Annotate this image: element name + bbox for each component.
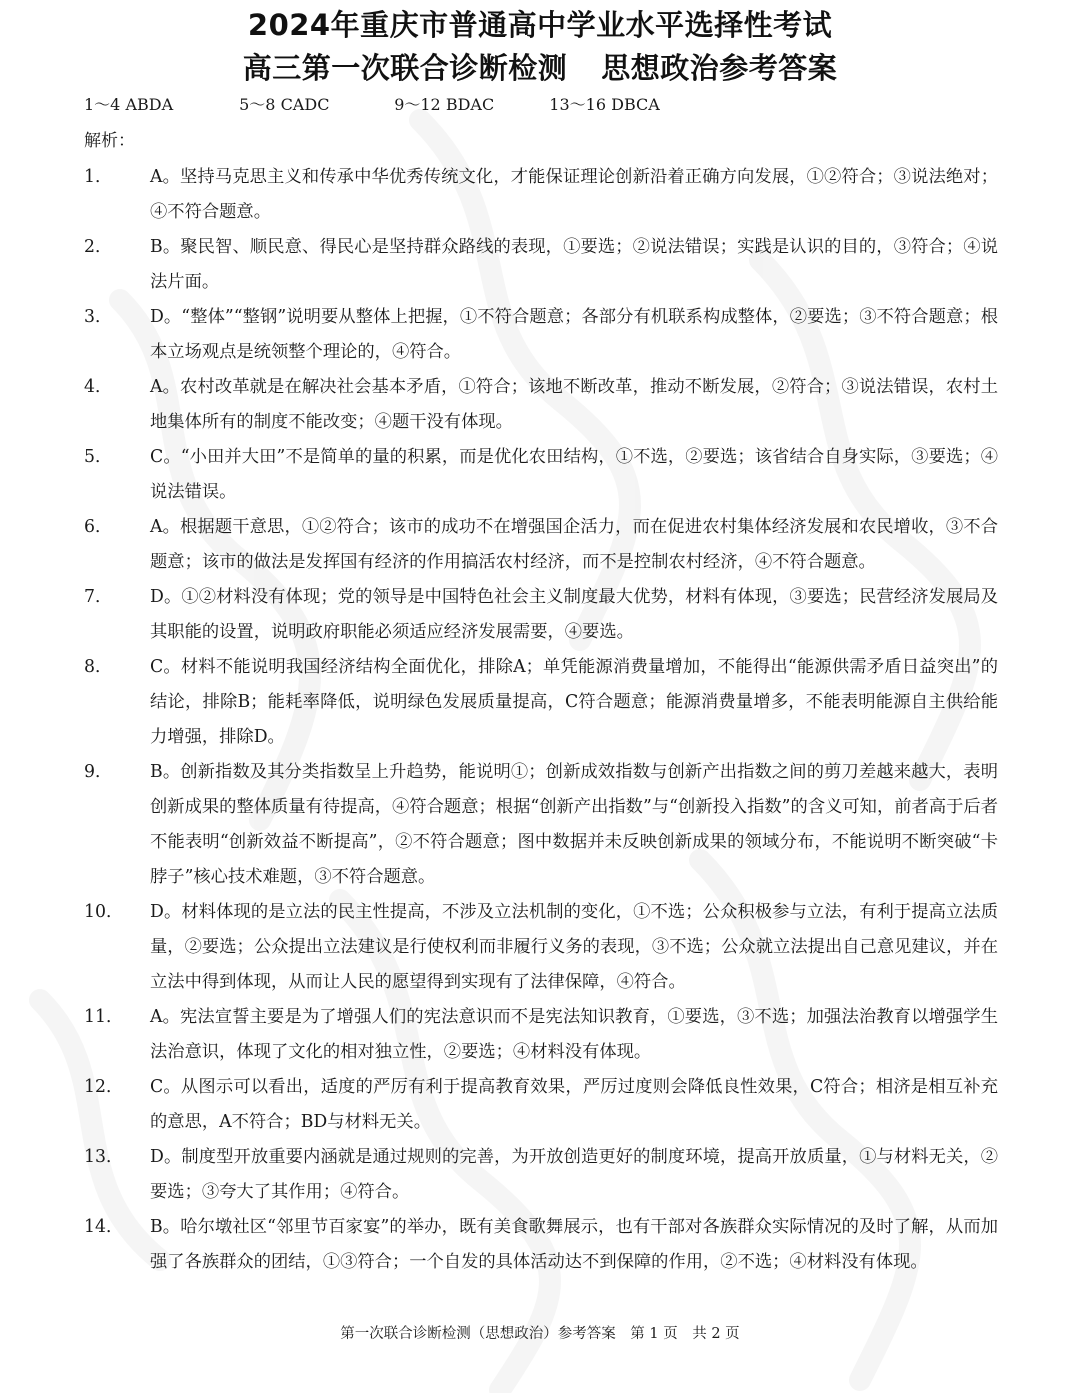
item-text: 宪法宣誓主要是为了增强人们的宪法意识而不是宪法知识教育，①要选，③不选；加强法治教育以增强学生法治意识，体现了文化的相对独立性，②要选；④材料没有体现。	[150, 1007, 998, 1062]
item-number: 14．	[84, 1217, 124, 1237]
item-text: ①②材料没有体现；党的领导是中国特色社会主义制度最大优势，材料有体现，③要选；民营经济发展局及其职能的设置，说明政府职能必须适应经济发展需要，④要选。	[150, 587, 998, 642]
item-number: 8．	[84, 657, 113, 677]
item-number: 2．	[84, 237, 113, 257]
explanation-item	[84, 1070, 998, 1140]
explanation-list	[84, 160, 998, 1280]
item-answer: D。	[150, 1147, 182, 1167]
subtitle-exam-name: 高三第一次联合诊断检测	[242, 51, 568, 85]
item-number: 1．	[84, 167, 113, 187]
item-answer: B。	[150, 762, 181, 782]
item-number: 5．	[84, 447, 113, 467]
explanation-item	[84, 300, 998, 370]
item-answer: B。	[150, 1217, 181, 1237]
item-answer: C。	[150, 1077, 181, 1097]
item-text: 坚持马克思主义和传承中华优秀传统文化，才能保证理论创新沿着正确方向发展，①②符合；③说法绝对；④不符合题意。	[150, 167, 998, 222]
item-number: 11．	[84, 1007, 124, 1027]
explanation-item	[84, 510, 998, 580]
item-text: “小田并大田”不是简单的量的积累，而是优化农田结构，①不选，②要选；该省结合自身实际，③要选；④说法错误。	[150, 447, 998, 502]
item-text: 哈尔墩社区“邻里节百家宴”的举办，既有美食歌舞展示，也有干部对各族群众实际情况的及时了解，从而加强了各族群众的团结，①③符合；一个自发的具体活动达不到保障的作用，②不选；④材料没有体现。	[150, 1217, 998, 1272]
item-text: 创新指数及其分类指数呈上升趋势，能说明①；创新成效指数与创新产出指数之间的剪刀差越来越大，表明创新成果的整体质量有待提高，④符合题意；根据“创新产出指数”与“创新投入指数”的含义可知，前者高于后者不能表明“创新效益不断提高”，②不符合题意；图中数据并未反映创新成果的领域分布，不能说明不断突破“卡脖子”核心技术难题，③不符合题意。	[150, 762, 998, 887]
item-text: 根据题干意思，①②符合；该市的成功不在增强国企活力，而在促进农村集体经济发展和农民增收，③不合题意；该市的做法是发挥国有经济的作用搞活农村经济，而不是控制农村经济，④不符合题意。	[150, 517, 998, 572]
item-answer: D。	[150, 902, 182, 922]
item-answer: A。	[150, 167, 181, 187]
item-answer: D。	[150, 307, 182, 327]
answer-key-group: 13～16 DBCA	[549, 95, 660, 114]
item-answer: B。	[150, 237, 181, 257]
answer-key-group: 9～12 BDAC	[394, 95, 495, 114]
document-subtitle	[0, 46, 1080, 87]
item-answer: A。	[150, 517, 181, 537]
item-answer: D。	[150, 587, 182, 607]
document-title: 2024年重庆市普通高中学业水平选择性考试	[247, 8, 833, 42]
explanation-item	[84, 1000, 998, 1070]
item-number: 3．	[84, 307, 113, 327]
explanation-item	[84, 370, 998, 440]
explanation-item	[84, 230, 998, 300]
item-answer: C。	[150, 657, 181, 677]
item-text: “整体”“整钢”说明要从整体上把握，①不符合题意；各部分有机联系构成整体，②要选；③不符合题意；根本立场观点是统领整个理论的，④符合。	[150, 307, 998, 362]
item-text: 材料不能说明我国经济结构全面优化，排除A；单凭能源消费量增加，不能得出“能源供需矛盾日益突出”的结论，排除B；能耗率降低，说明绿色发展质量提高，C符合题意；能源消费量增多，不能表明能源自主供给能力增强，排除D。	[150, 657, 998, 747]
answer-key-row	[84, 92, 660, 115]
explanation-item	[84, 1140, 998, 1210]
item-answer: A。	[150, 377, 181, 397]
page-footer: 第一次联合诊断检测（思想政治）参考答案 第 1 页 共 2 页	[340, 1326, 740, 1342]
item-number: 4．	[84, 377, 113, 397]
analysis-heading: 解析：	[84, 131, 135, 151]
item-answer: A。	[150, 1007, 181, 1027]
explanation-item	[84, 580, 998, 650]
item-text: 材料体现的是立法的民主性提高，不涉及立法机制的变化，①不选；公众积极参与立法，有利于提高立法质量，②要选；公众提出立法建议是行使权利而非履行义务的表现，③不选；公众就立法提出自己意见建议，并在立法中得到体现，从而让人民的愿望得到实现有了法律保障，④符合。	[150, 902, 998, 992]
item-number: 13．	[84, 1147, 124, 1167]
answer-key-group: 5～8 CADC	[239, 95, 330, 114]
explanation-item	[84, 895, 998, 1000]
explanation-item	[84, 440, 998, 510]
item-number: 12．	[84, 1077, 124, 1097]
item-number: 9．	[84, 762, 113, 782]
item-text: 从图示可以看出，适度的严厉有利于提高教育效果，严厉过度则会降低良性效果，C符合；相济是相互补充的意思，A不符合；BD与材料无关。	[150, 1077, 998, 1132]
explanation-item	[84, 160, 998, 230]
item-number: 10．	[84, 902, 124, 922]
answer-key-group: 1～4 ABDA	[84, 95, 174, 114]
item-number: 6．	[84, 517, 113, 537]
item-number: 7．	[84, 587, 113, 607]
item-answer: C。	[150, 447, 181, 467]
explanation-item	[84, 755, 998, 895]
explanation-item	[84, 650, 998, 755]
item-text: 农村改革就是在解决社会基本矛盾，①符合；该地不断改革，推动不断发展，②符合；③说法错误，农村土地集体所有的制度不能改变；④题干没有体现。	[150, 377, 998, 432]
item-text: 聚民智、顺民意、得民心是坚持群众路线的表现，①要选；②说法错误；实践是认识的目的，③符合；④说法片面。	[150, 237, 998, 292]
item-text: 制度型开放重要内涵就是通过规则的完善，为开放创造更好的制度环境，提高开放质量，①与材料无关，②要选；③夸大了其作用；④符合。	[150, 1147, 998, 1202]
subtitle-subject: 思想政治参考答案	[601, 51, 838, 85]
explanation-item	[84, 1210, 998, 1280]
